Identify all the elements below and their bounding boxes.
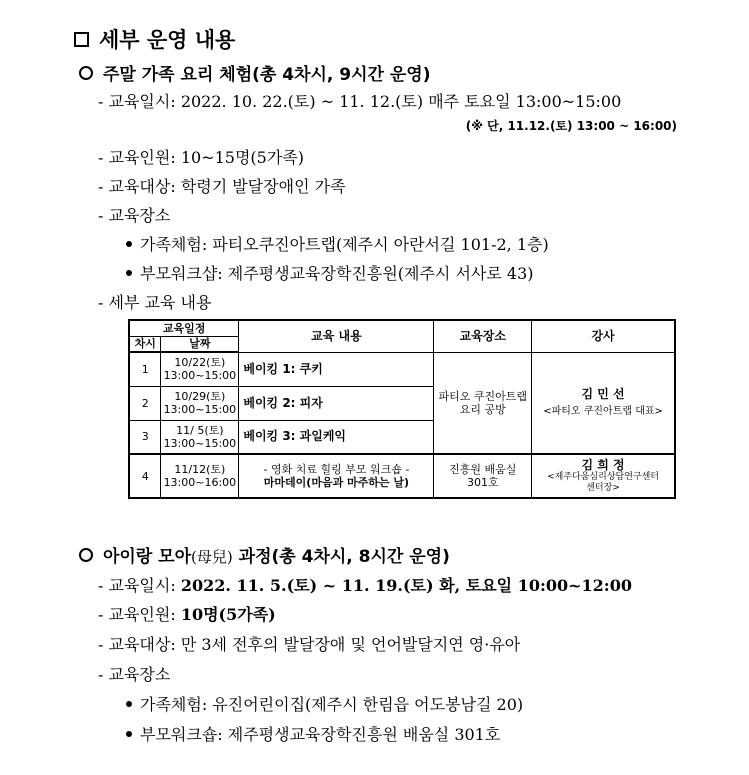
program2-persons: - 교육인원: 10명(5가족) [98, 605, 276, 624]
program1-persons: - 교육인원: 10~15명(5가족) [98, 148, 304, 167]
dot-bullet-icon [126, 241, 132, 247]
date-cell: 10/29(토) 13:00~15:00 [161, 386, 239, 420]
program2-place-label: - 교육장소 [98, 665, 171, 684]
header-content: 교육 내용 [239, 320, 434, 352]
program2-title: 아이랑 모아(母兒) 과정(총 4차시, 8시간 운영) [79, 542, 450, 567]
dot-bullet-icon [126, 701, 132, 707]
program1-detail-label: - 세부 교육 내용 [98, 293, 212, 312]
place-cell: 파티오 쿠진아트랩 요리 공방 [434, 352, 532, 454]
header-schedule: 교육일정 [129, 320, 239, 336]
header-session: 차시 [129, 336, 161, 352]
instructor-cell: 김 민 선 <파티오 쿠진아트랩 대표> [532, 352, 675, 454]
program2-place-item: 부모워크숍: 제주평생교육장학진흥원 배움실 301호 [126, 722, 500, 745]
place-cell: 진흥원 배움실 301호 [434, 454, 532, 498]
program1-title: 주말 가족 요리 체험(총 4차시, 9시간 운영) [79, 60, 431, 85]
date-cell: 11/ 5(토) 13:00~15:00 [161, 420, 239, 454]
instructor-cell: 김 희 정 <제주다움심리상담연구센터 센터장> [532, 454, 675, 498]
content-cell: 베이킹 2: 피자 [239, 386, 434, 420]
header-instructor: 강사 [532, 320, 675, 352]
date-cell: 11/12(토) 13:00~16:00 [161, 454, 239, 498]
program2-place-item: 가족체험: 유진어린이집(제주시 한림읍 어도봉남길 20) [126, 692, 523, 715]
header-place: 교육장소 [434, 320, 532, 352]
dot-bullet-icon [126, 731, 132, 737]
program1-schedule: - 교육일시: 2022. 10. 22.(토) ~ 11. 12.(토) 매주 토요일 13:00~15:00 [98, 92, 622, 111]
program1-place-label: - 교육장소 [98, 206, 171, 225]
content-cell: 베이킹 1: 쿠키 [239, 352, 434, 386]
date-cell: 10/22(토) 13:00~15:00 [161, 352, 239, 386]
session-cell: 1 [129, 352, 161, 386]
program1-place-item: 가족체험: 파티오쿠진아트랩(제주시 아란서길 101-2, 1층) [126, 232, 549, 255]
session-cell: 2 [129, 386, 161, 420]
session-cell: 4 [129, 454, 161, 498]
session-cell: 3 [129, 420, 161, 454]
dot-bullet-icon [126, 270, 132, 276]
table-row [129, 352, 675, 386]
section-title: 세부 운영 내용 [74, 24, 235, 54]
content-cell: 베이킹 3: 과일케익 [239, 420, 434, 454]
program1-target: - 교육대상: 학령기 발달장애인 가족 [98, 177, 346, 196]
program1-place-item: 부모워크샵: 제주평생교육장학진흥원(제주시 서사로 43) [126, 261, 534, 284]
checkbox-square-icon [74, 32, 89, 47]
program2-schedule: - 교육일시: 2022. 11. 5.(토) ~ 11. 19.(토) 화, 토요일 10:00~12:00 [98, 576, 632, 595]
circle-bullet-icon [79, 66, 93, 80]
program1-schedule-note: (※ 단, 11.12.(토) 13:00 ~ 16:00) [465, 119, 677, 133]
table-row [129, 454, 675, 498]
program2-target: - 교육대상: 만 3세 전후의 발달장애 및 언어발달지연 영·유아 [98, 635, 521, 654]
circle-bullet-icon [79, 548, 93, 562]
schedule-table [128, 319, 676, 499]
header-date: 날짜 [161, 336, 239, 352]
content-cell: - 영화 치료 힐링 부모 워크숍 - 마마데이(마음과 마주하는 날) [239, 454, 434, 498]
